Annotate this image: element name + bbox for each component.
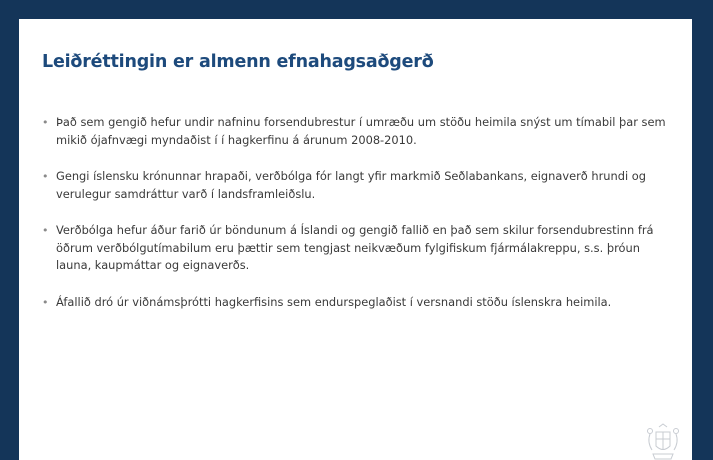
bullet-text: Verðbólga hefur áður farið úr böndunum á Íslandi og gengið fallið en það sem skilur forsendubrestinn frá öðrum verðbólgutímabilum eru þættir sem tengjast neikvæðum fylgifiskum fjármálakreppu, s.s. þróun launa, kaupmáttar og eignaverðs.	[56, 223, 654, 272]
bullet-item	[41, 114, 669, 149]
bullet-marker: •	[42, 224, 49, 237]
bullet-marker: •	[42, 116, 49, 129]
bullet-list	[41, 114, 669, 330]
slide	[19, 19, 692, 460]
bullet-item	[41, 294, 669, 312]
bullet-text: Áfallið dró úr viðnámsþrótti hagkerfisins sem endurspeglaðist í versnandi stöðu íslenskra heimila.	[56, 294, 612, 309]
bullet-text: Það sem gengið hefur undir nafninu forsendubrestur í umræðu um stöðu heimila snýst um tímabil þar sem mikið ójafnvægi myndaðist í í hagkerfinu á árunum 2008-2010.	[56, 115, 666, 147]
bullet-item	[41, 222, 669, 275]
bullet-marker: •	[42, 295, 49, 309]
slide-title: Leiðréttingin er almenn efnahagsaðgerð	[42, 52, 434, 72]
bullet-item	[41, 168, 669, 203]
bullet-text: Gengi íslensku krónunnar hrapaði, verðbólga fór langt yfir markmið Seðlabankans, eignaverð hrundi og verulegur samdráttur varð í landsframleiðslu.	[56, 169, 646, 201]
bullet-marker: •	[42, 170, 49, 183]
coat-of-arms-icon	[644, 422, 682, 460]
